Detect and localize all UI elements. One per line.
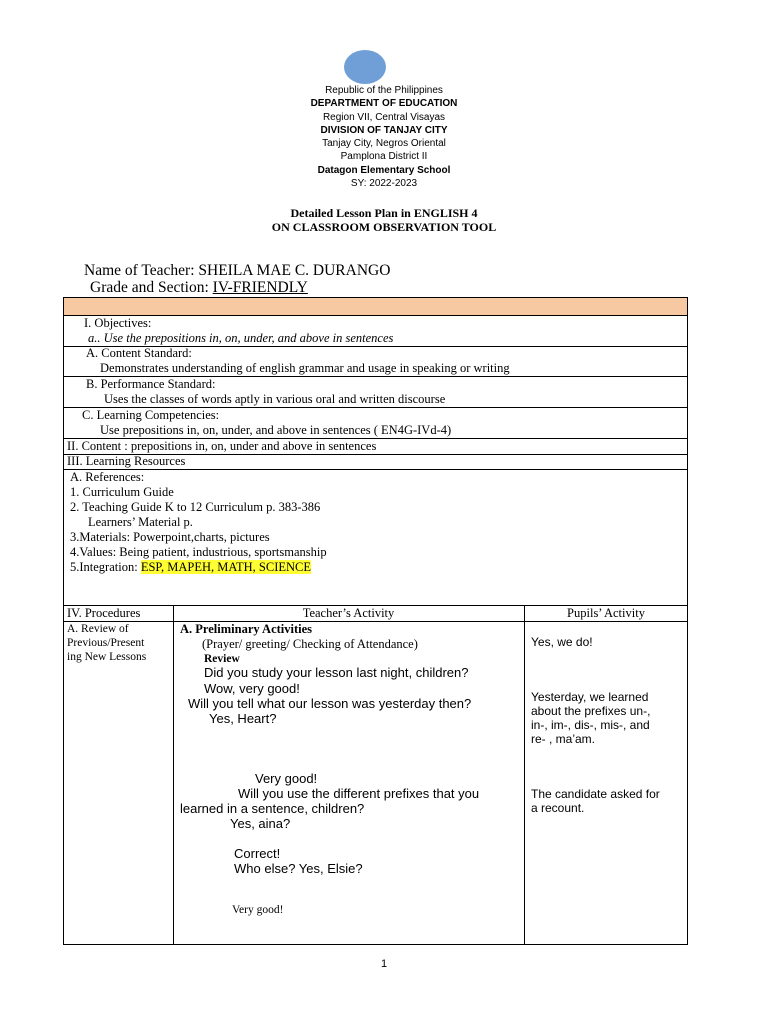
pupil-line: Yesterday, we learned (531, 690, 649, 704)
teacher-line: Correct! (234, 846, 281, 861)
teacher-line: Yes, Heart? (209, 711, 277, 726)
pupils-col-header: Pupils’ Activity (567, 606, 645, 620)
grade-section: IV-FRIENDLY (212, 279, 308, 296)
teacher-line: Yes, aina? (230, 816, 291, 831)
teacher-line: Very good! (255, 771, 318, 786)
teacher-col-header: Teacher’s Activity (302, 606, 395, 620)
header-line: SY: 2022-2023 (350, 178, 418, 190)
grade-label: Grade and Section: (90, 279, 213, 296)
teacher-line: Very good! (232, 904, 284, 916)
references-heading: A. References: (70, 470, 145, 484)
header-line: Region VII, Central Visayas (322, 111, 446, 123)
teacher-name: SHEILA MAE C. DURANGO (198, 262, 391, 279)
procedure-step-label: ing New Lessons (67, 651, 147, 663)
document-title: Detailed Lesson Plan in ENGLISH 4 (290, 206, 478, 220)
performance-standard-text: Uses the classes of words aptly in various oral and written discourse (104, 392, 446, 406)
competencies-text: Use prepositions in, on, under, and above in sentences ( EN4G-IVd-4) (100, 423, 452, 437)
resources-heading: III. Learning Resources (67, 454, 186, 468)
pupil-line: a recount. (531, 801, 585, 815)
pupil-line: in-, im-, dis-, mis-, and (531, 718, 650, 732)
header-line: Datagon Elementary School (317, 164, 451, 176)
resource-item: 4.Values: Being patient, industrious, sportsmanship (70, 545, 327, 559)
review-heading: Review (204, 653, 240, 665)
performance-standard-heading: B. Performance Standard: (86, 377, 216, 391)
teacher-name-line (84, 262, 390, 280)
resource-item: Learners’ Material p. (88, 515, 193, 529)
teacher-line: Who else? Yes, Elsie? (234, 861, 363, 876)
school-header (0, 84, 768, 190)
content-standard-text: Demonstrates understanding of english grammar and usage in speaking or writing (100, 361, 510, 375)
teacher-line: Wow, very good! (204, 681, 300, 696)
table-header-bar (63, 297, 688, 316)
resource-item (70, 560, 311, 575)
deped-logo (344, 50, 386, 84)
header-line: DIVISION OF TANJAY CITY (320, 124, 448, 136)
teacher-line: Will you tell what our lesson was yesterday then? (188, 696, 472, 711)
objectives-heading: I. Objectives: (84, 316, 152, 330)
content-standard-heading: A. Content Standard: (86, 346, 192, 360)
content-row: II. Content : prepositions in, on, under and above in sentences (67, 439, 377, 453)
page-number: 1 (380, 958, 388, 970)
procedure-step-label: Previous/Present (67, 637, 145, 649)
procedure-step-label: A. Review of (67, 623, 129, 635)
integration-value: ESP, MAPEH, MATH, SCIENCE (140, 560, 311, 574)
teacher-activity-heading: A. Preliminary Activities (180, 622, 313, 636)
teacher-label: Name of Teacher: (84, 262, 199, 279)
header-line: Pamplona District II (340, 151, 428, 163)
pupil-line: about the prefixes un-, (531, 704, 651, 718)
resource-item: 2. Teaching Guide K to 12 Curriculum p. 383-386 (70, 500, 321, 514)
competencies-heading: C. Learning Competencies: (82, 408, 220, 422)
resource-item: 1. Curriculum Guide (70, 485, 174, 499)
header-line: Tanjay City, Negros Oriental (322, 138, 446, 150)
teacher-line: Will you use the different prefixes that you (238, 786, 480, 801)
objective-item: a.. Use the prepositions in, on, under, and above in sentences (88, 331, 394, 345)
pupil-line: re- , ma’am. (531, 732, 596, 746)
header-line: DEPARTMENT OF EDUCATION (310, 98, 458, 110)
header-line: Republic of the Philippines (325, 85, 443, 96)
integration-label: 5.Integration: (70, 560, 141, 574)
pupil-line: The candidate asked for (531, 787, 660, 801)
teacher-line: (Prayer/ greeting/ Checking of Attendance) (202, 637, 418, 651)
grade-section-line (90, 279, 308, 297)
teacher-line: learned in a sentence, children? (180, 801, 365, 816)
resource-item: 3.Materials: Powerpoint,charts, pictures (70, 530, 270, 544)
pupil-line: Yes, we do! (531, 635, 593, 649)
teacher-line: Did you study your lesson last night, children? (204, 665, 469, 680)
procedures-col-header: IV. Procedures (67, 606, 141, 620)
document-subtitle: ON CLASSROOM OBSERVATION TOOL (271, 220, 497, 234)
